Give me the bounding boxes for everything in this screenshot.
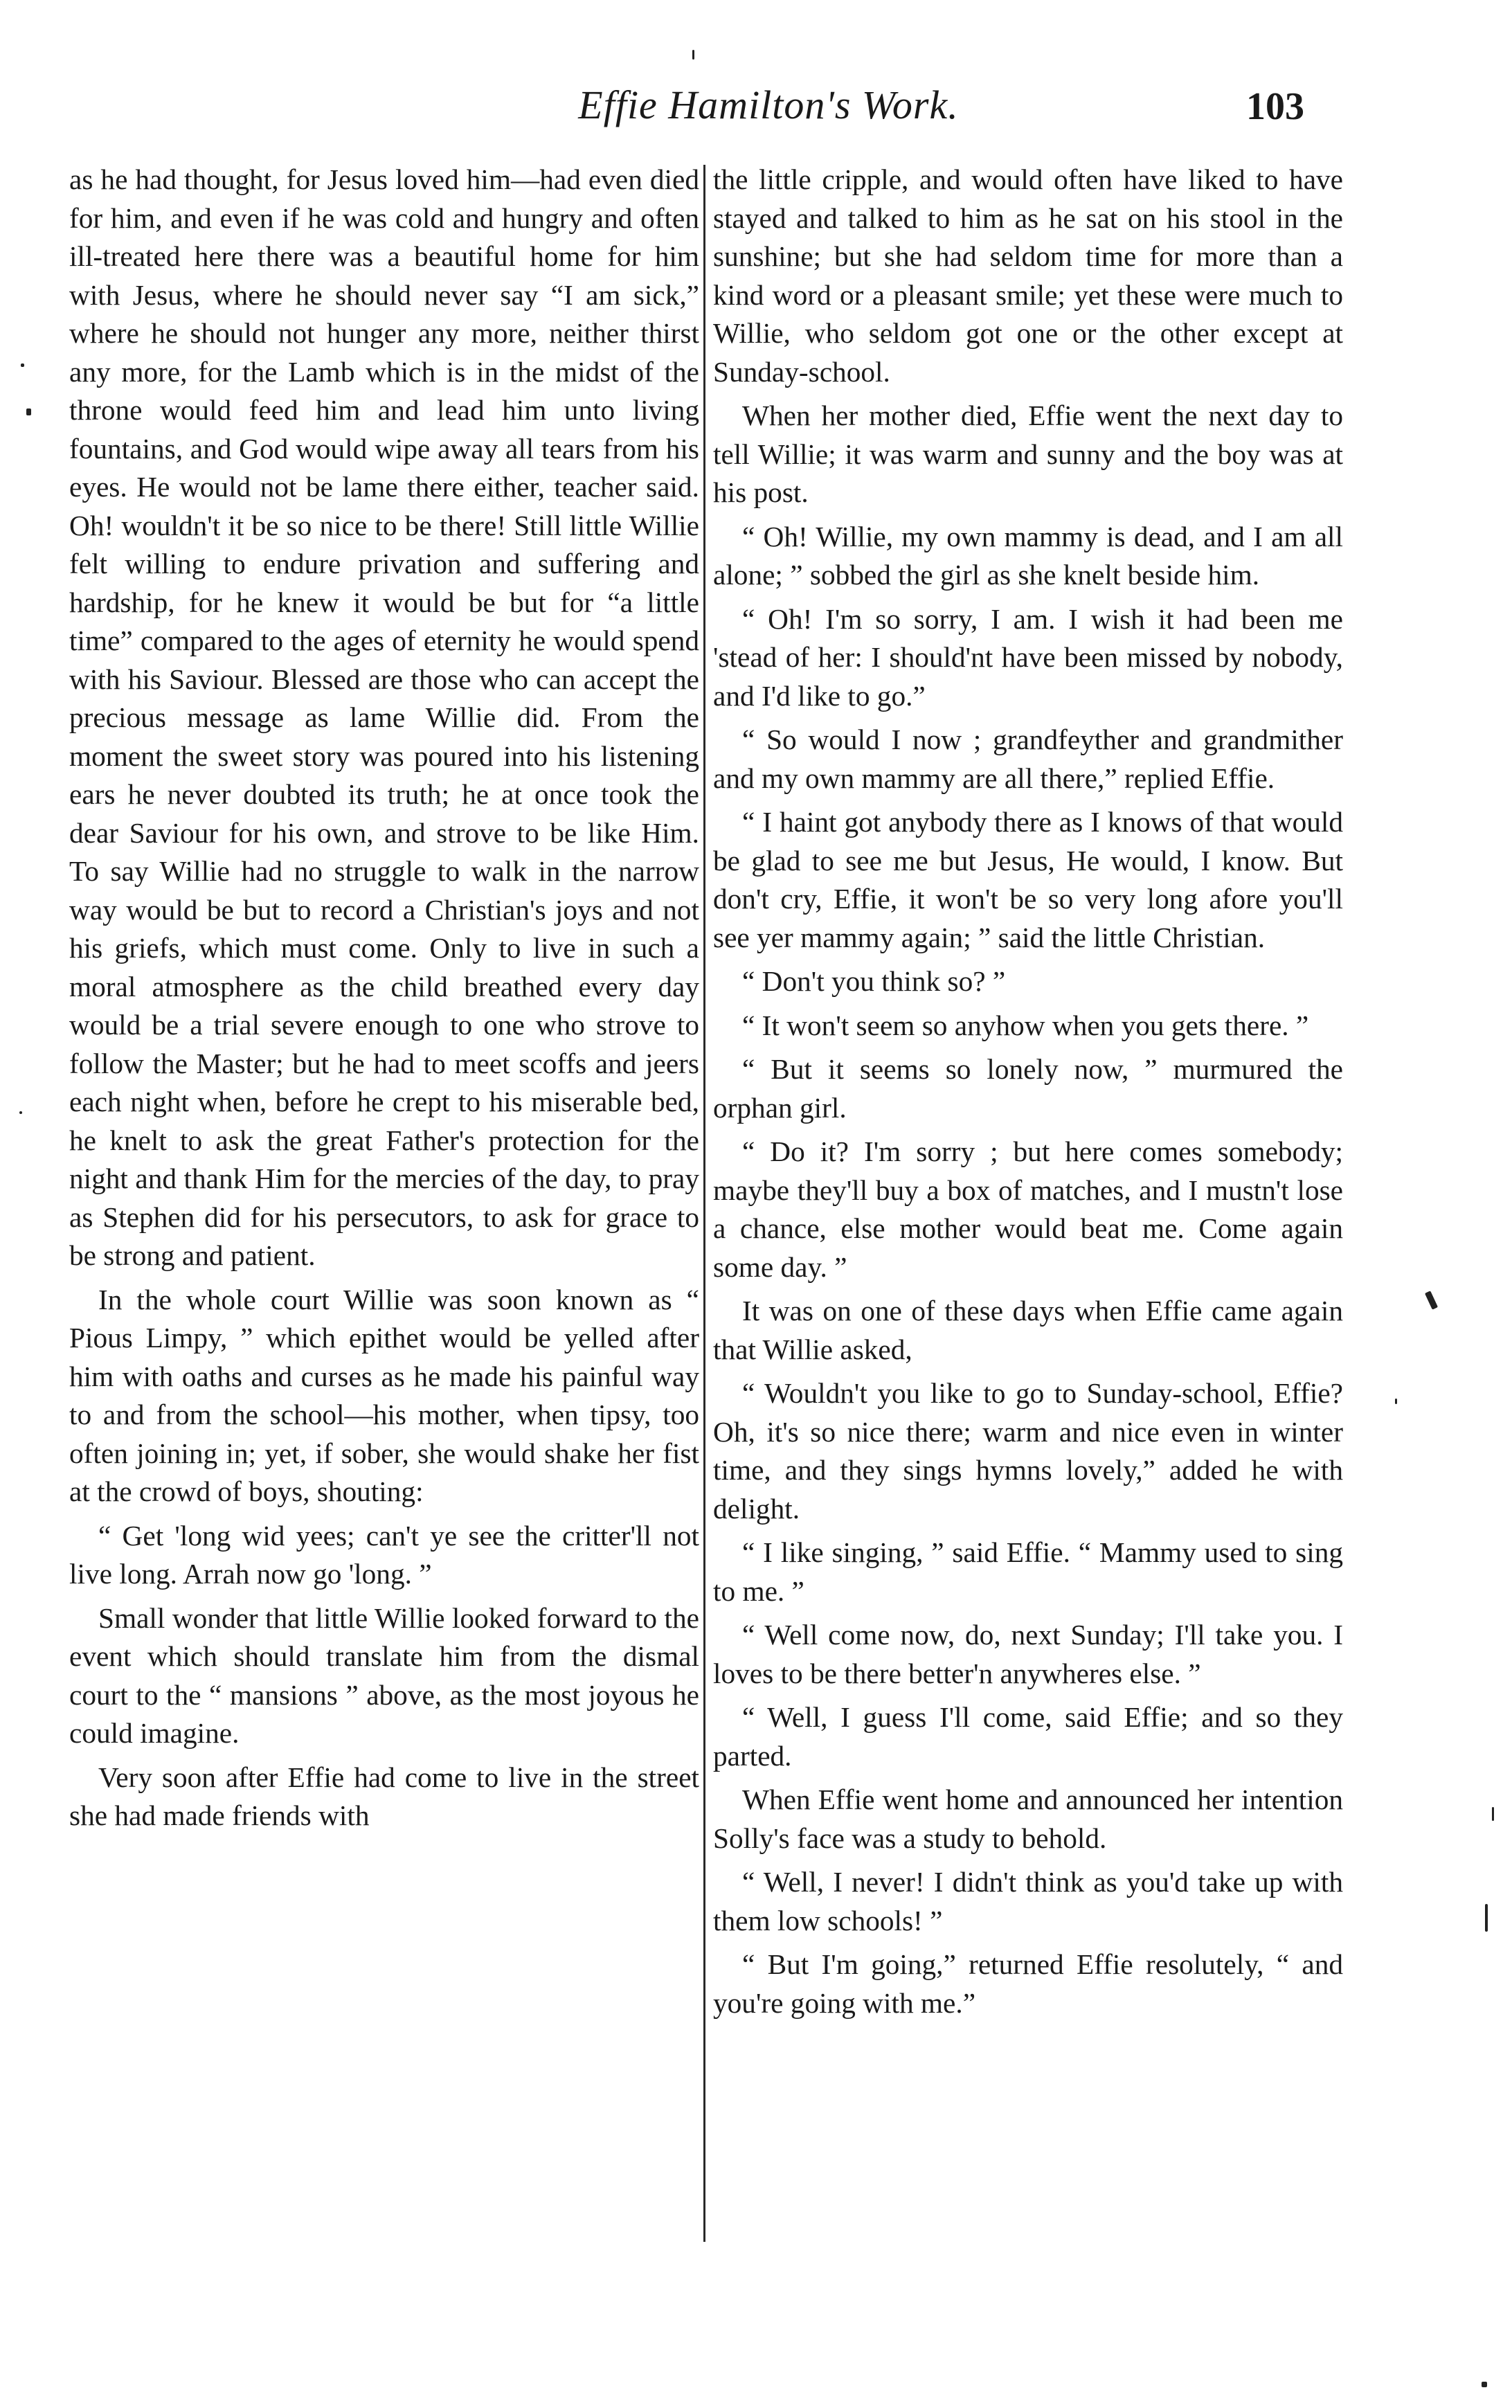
- column-divider: [703, 165, 705, 2242]
- paragraph: “ But I'm going,” returned Effie resolutely, “ and you're going with me.”: [713, 1948, 1343, 2019]
- paragraph: “ But it seems so lonely now, ” murmured the orphan girl.: [713, 1053, 1343, 1124]
- paragraph: as he had thought, for Jesus loved him—had even died for him, and even if he was cold and hungry and often ill-treated here there was a beautiful home for him with Jesus, where he should never say “I am sick,” where he should not hunger any more, neither thirst any more, for the Lamb which is in the midst of the throne would feed him and lead him unto living fountains, and God would wipe away all tears from his eyes. He would not be lame there either, teacher said. Oh! wouldn't it be so nice to be there! Still little Willie felt willing to endure privation and suffering and hardship, for he knew it would be but for “a little time” compared to the ages of eternity he would spend with his Saviour. Blessed are those who can accept the precious message as lame Willie did. From the moment the sweet story was poured into his listening ears he never doubted its truth; he at once took the dear Saviour for his own, and strove to be like Him. To say Willie had no struggle to walk in the narrow way would be but to record a Christian's joys and not his griefs, which must come. Only to live in such a moral atmosphere as the child breathed every day would be a trial severe enough to one who strove to follow the Master; but he had to meet scoffs and jeers each night when, before he crept to his miserable bed, he knelt to ask the great Father's protection for the night and thank Him for the mercies of the day, to pray as Stephen did for his persecutors, to ask for grace to be strong and patient.: [69, 163, 699, 1271]
- paragraph: “ I like singing, ” said Effie. “ Mammy used to sing to me. ”: [713, 1536, 1343, 1607]
- scan-speck: [1482, 2382, 1487, 2387]
- paragraph: Very soon after Effie had come to live in the street she had made friends with: [69, 1761, 699, 1831]
- scan-speck: [19, 1111, 22, 1114]
- paragraph: “ Well, I never! I didn't think as you'd take up with them low schools! ”: [713, 1866, 1343, 1937]
- paragraph: the little cripple, and would often have liked to have stayed and talked to him as he sat on his stool in the sunshine; but she had seldom time for more than a kind word or a pleasant smile; yet these were much to Willie, who seldom got one or the other except at Sunday-school.: [713, 163, 1343, 388]
- paragraph: “ It won't seem so anyhow when you gets there. ”: [742, 1009, 1309, 1041]
- paragraph: “ Well come now, do, next Sunday; I'll take you. I loves to be there better'n anywheres else. ”: [713, 1619, 1343, 1689]
- running-title: Effie Hamilton's Work.: [578, 82, 959, 127]
- paragraph: When her mother died, Effie went the next day to tell Willie; it was warm and sunny and the boy was at his post.: [713, 399, 1343, 508]
- scan-speck: [21, 363, 24, 367]
- left-column: [69, 161, 699, 2245]
- scan-speck: [1395, 1399, 1397, 1404]
- paragraph: “ Wouldn't you like to go to Sunday-school, Effie? Oh, it's so nice there; warm and nice even in winter time, and they sings hymns lovely,” added he with delight.: [713, 1377, 1343, 1525]
- scan-speck: [1425, 1291, 1438, 1309]
- scan-speck: [26, 408, 31, 415]
- paragraph: When Effie went home and announced her intention Solly's face was a study to behold.: [713, 1783, 1343, 1854]
- paragraph: “ Oh! I'm so sorry, I am. I wish it had been me 'stead of her: I should'nt have been missed by nobody, and I'd like to go.”: [713, 602, 1343, 712]
- paragraph: “ Well, I guess I'll come, said Effie; and so they parted.: [713, 1701, 1343, 1772]
- scan-speck: [692, 50, 694, 60]
- paragraph: “ Oh! Willie, my own mammy is dead, and I am all alone; ” sobbed the girl as she knelt beside him.: [713, 520, 1343, 591]
- paragraph: “ Do it? I'm sorry ; but here comes somebody; maybe they'll buy a box of matches, and I mustn't lose a chance, else mother would beat me. Come again some day. ”: [713, 1135, 1343, 1283]
- right-column: [713, 161, 1343, 2245]
- paragraph: Small wonder that little Willie looked forward to the event which should translate him from the dismal court to the “ mansions ” above, as the most joyous he could imagine.: [69, 1601, 699, 1749]
- paragraph: It was on one of these days when Effie came again that Willie asked,: [713, 1295, 1343, 1365]
- paragraph: “ So would I now ; grandfeyther and grandmither and my own mammy are all there,” replied Effie.: [713, 724, 1343, 794]
- paragraph: “ Don't you think so? ”: [742, 965, 1006, 997]
- scan-speck: [1492, 1807, 1494, 1821]
- page-number: 103: [1246, 85, 1304, 128]
- paragraph: “ Get 'long wid yees; can't ye see the critter'll not live long. Arrah now go 'long. ”: [69, 1519, 699, 1590]
- scan-speck: [1485, 1904, 1488, 1932]
- paragraph: “ I haint got anybody there as I knows of that would be glad to see me but Jesus, He would, I know. But don't cry, Effie, it won't be so very long afore you'll see yer mammy again; ” said the little Christian.: [713, 806, 1343, 953]
- paragraph: In the whole court Willie was soon known as “ Pious Limpy, ” which epithet would be yelled after him with oaths and curses as he made his painful way to and from the school—his mother, when tipsy, too often joining in; yet, if sober, she would shake her fist at the crowd of boys, shouting:: [69, 1283, 699, 1507]
